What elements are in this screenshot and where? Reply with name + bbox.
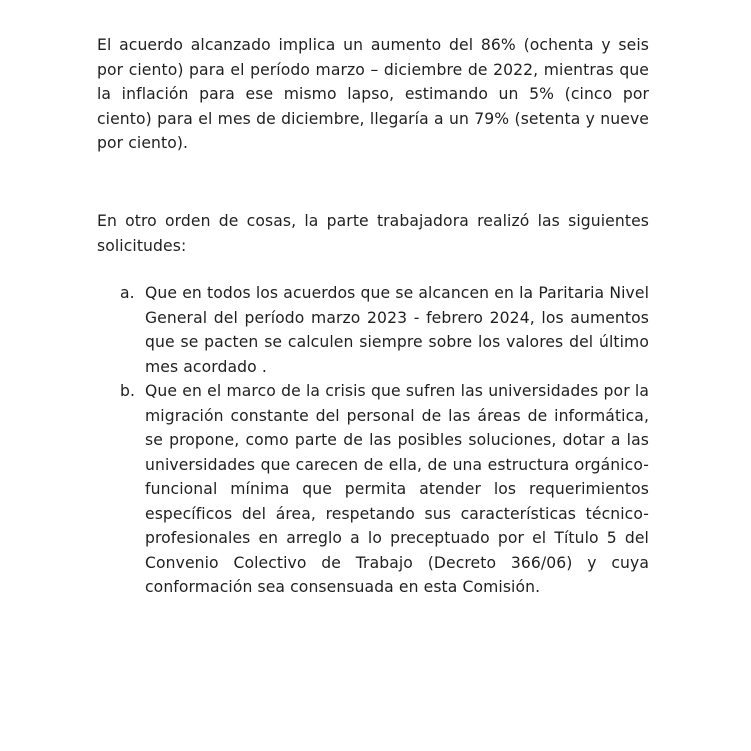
requests-list [120,281,649,600]
list-marker: b. [120,382,136,400]
list-item-text: Que en todos los acuerdos que se alcancen en la Paritaria Nivel General del período marzo 2023 - febrero 2024, los aumentos que se pacten se calculen siempre sobre los valores del último mes acordado . [145,284,649,376]
list-item [120,281,649,379]
paragraph-requests-intro: En otro orden de cosas, la parte trabajadora realizó las siguientes solicitudes: [97,212,649,255]
paragraph-agreement: El acuerdo alcanzado implica un aumento del 86% (ochenta y seis por ciento) para el período marzo – diciembre de 2022, mientras que la inflación para ese mismo lapso, estimando un 5% (cinco por ciento) para el mes de diciembre, llegaría a un 79% (setenta y nueve por ciento). [97,36,649,152]
list-item [120,379,649,600]
list-item-text: Que en el marco de la crisis que sufren las universidades por la migración constante del personal de las áreas de informática, se propone, como parte de las posibles soluciones, dotar a las universidades que carecen de ella, de una estructura orgánico-funcional mínima que permita atender los requerimientos específicos del área, respetando sus características técnico-profesionales en arreglo a lo preceptuado por el Título 5 del Convenio Colectivo de Trabajo (Decreto 366/06) y cuya conformación sea consensuada en esta Comisión. [145,382,649,596]
list-marker: a. [120,284,135,302]
